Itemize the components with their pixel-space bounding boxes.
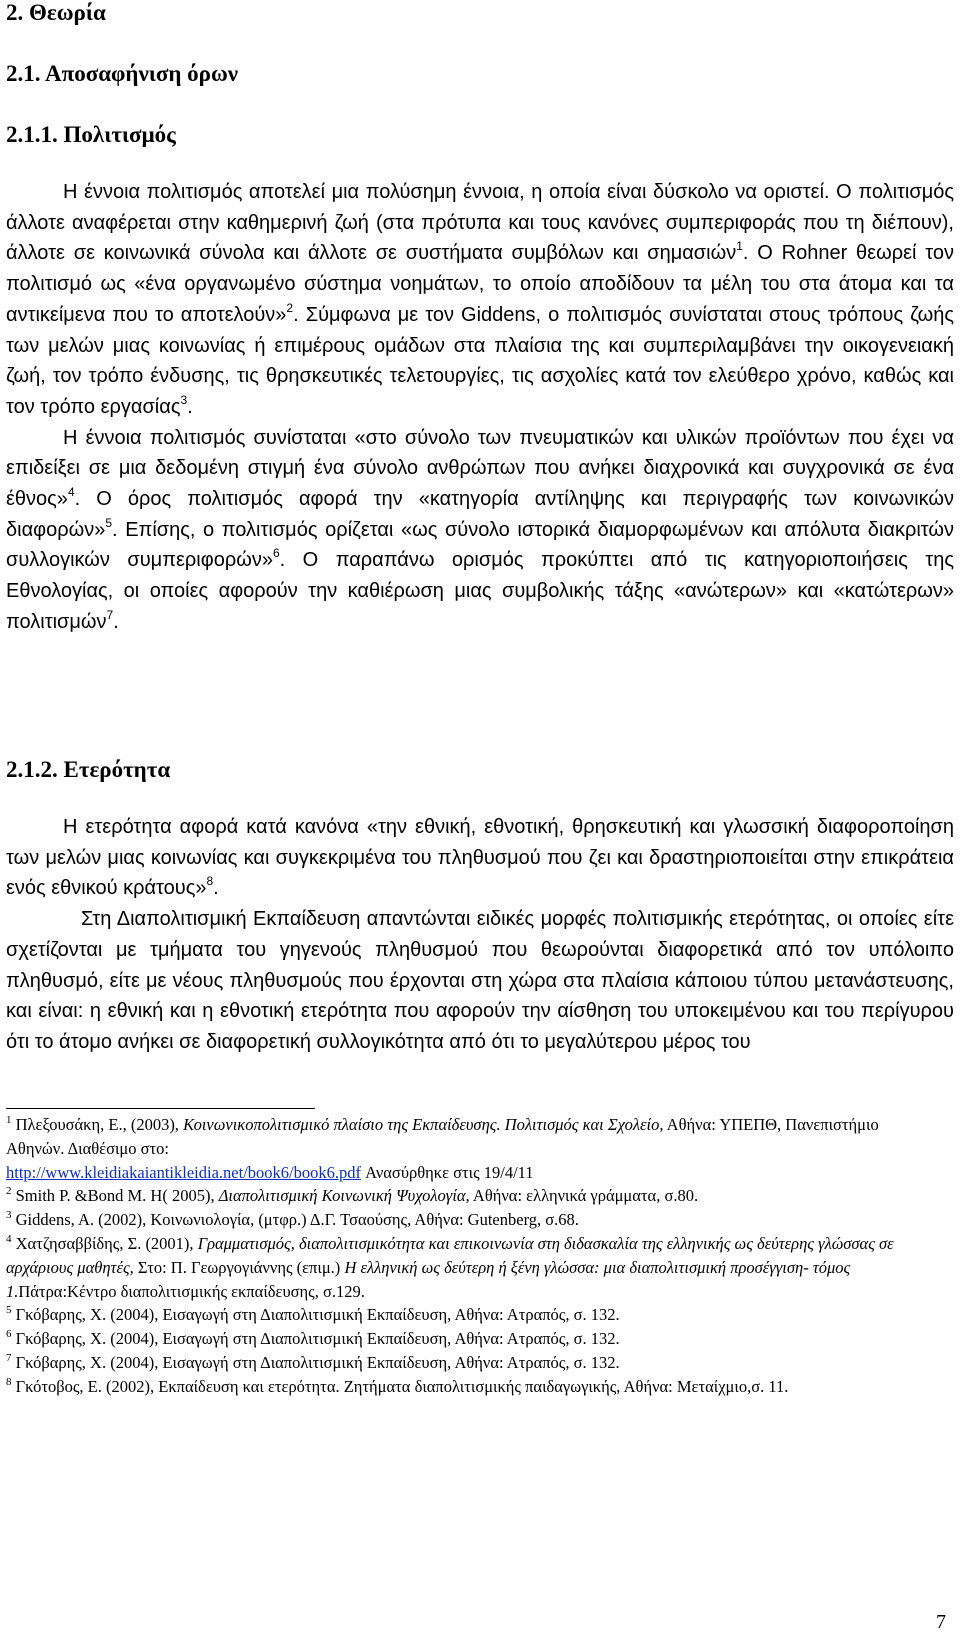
footnote-separator [6,1108,315,1109]
footnote-8: $^8$ Γκότοβος, Ε. (2002), Εκπαίδευση και ετερότητα. Ζητήματα διαπολιτισμικής παιδαγωγικής, Αθήνα: Μεταίχμιο,σ. 11. [6,1375,789,1396]
footnote-ref-2: 2 [286,300,294,315]
subsection-heading: 2.1. Αποσαφήνιση όρων [6,61,239,86]
footnote-ref-3: 3 [180,392,188,407]
footnote-link[interactable]: http://www.kleidiakaiantikleidia.net/book6/book6.pdf [6,1162,361,1182]
footnotes [6,1113,926,1399]
footnote-3: $^3$ Giddens, A. (2002), Κοινωνιολογία, (μτφρ.) Δ.Γ. Τσαούσης, Αθήνα: Gutenberg, σ.68. [6,1209,579,1230]
footnote-ref-6: 6 [272,546,280,561]
footnote-ref-1: 1 [736,239,743,254]
footnote-ref-4: 4 [67,485,75,500]
section-heading: 2. Θεωρία [6,0,106,25]
page-number: 7 [936,1611,946,1633]
footnote-ref-7: 7 [106,607,114,622]
footnote-ref-5: 5 [105,515,113,530]
footnote-ref-8: 8 [206,874,214,889]
footnote-7: $^7$ Γκόβαρης, Χ. (2004), Εισαγωγή στη Διαπολιτισμική Εκπαίδευση, Αθήνα: Ατραπός, σ. 132. [6,1351,620,1372]
culture-paragraph-2: Η έννοια πολιτισμός συνίσταται «στο σύνολο των πνευματικών και υλικών προϊόντων που έχει να επιδείξει σε μια δεδομένη στιγμή ένα σύνολο ανθρώπων που ανήκει διαχρονικά και συγχρονικά σε ένα έθνος»$^4$. Ο όρος πολιτισμός αφορά την «κατηγορία αντίληψης και περιγραφής των κοινωνικών διαφορών»$^5$. Επίσης, ο πολιτισμός ορίζεται «ως σύνολο ιστορικά διαμορφωμένων και απόλυτα διακριτών συλλογικών συμπεριφορών»$^6$. Ο παραπάνω ορισμός προκύπτει από τις κατηγοριοποιήσεις της Εθνολογίας, οι οποίες αφορούν την καθιέρωση μιας συμβολικής τάξης «ανώτερων» και «κατώτερων» πολιτισμών$^7$. [6,426,954,633]
subsubsection-heading-otherness: 2.1.2. Ετερότητα [6,757,171,782]
footnote-1: $^1$ Πλεξουσάκη, Ε., (2003), Κοινωνικοπολιτισμικό πλαίσιο της Εκπαίδευσης. Πολιτισμός και Σχολείο, Αθήνα: ΥΠΕΠΘ, Πανεπιστήμιο Αθηνών. Διαθέσιμο στο: http://www.kleidiakaiantikleidia.net/book6/book6.pdf Ανασύρθηκε στις 19/4/11 [6,1114,879,1182]
otherness-text [6,812,954,1058]
otherness-paragraph-2: Στη Διαπολιτισμική Εκπαίδευση απαντώνται ειδικές μορφές πολιτισμικής ετερότητας, οι οποίες είτε σχετίζονται με τμήματα του γηγενούς πληθυσμού που θεωρούνται διαφορετικά από τον υπόλοιπο πληθυσμό, είτε με νέους πληθυσμούς που έρχονται στη χώρα στα πλαίσια κάποιου τύπου μετανάστευσης, και είναι: η εθνική και η εθνοτική ετερότητα που αφορούν την αίσθηση του υποκειμένου και του περίγυρου ότι το άτομο ανήκει σε διαφορετική συλλογικότητα από ότι το μεγαλύτερου μέρος του [6,908,954,1053]
culture-text [6,177,954,638]
footnote-6: $^6$ Γκόβαρης, Χ. (2004), Εισαγωγή στη Διαπολιτισμική Εκπαίδευση, Αθήνα: Ατραπός, σ. 132. [6,1328,620,1349]
subsubsection-heading-culture: 2.1.1. Πολιτισμός [6,122,176,147]
footnote-2: $^2$ Smith P. &Bond M. H( 2005), Διαπολιτισμική Κοινωνική Ψυχολογία, Αθήνα: ελληνικά γράμματα, σ.80. [6,1185,699,1206]
culture-paragraph-1: Η έννοια πολιτισμός αποτελεί μια πολύσημη έννοια, η οποία είναι δύσκολο να οριστεί. Ο πολιτισμός άλλοτε αναφέρεται στην καθημερινή ζωή (στα πρότυπα και τους κανόνες συμπεριφοράς που τη διέπουν), άλλοτε σε κοινωνικά σύνολα και άλλοτε σε συστήματα συμβόλων και σημασιών$^1$. Ο Rohner θεωρεί τον πολιτισμό ως «ένα οργανωμένο σύστημα νοημάτων, το οποίο αποδίδουν τα μέλη του στα άτομα και τα αντικείμενα που το αποτελούν»$^2$. Σύμφωνα με τον Giddens, ο πολιτισμός συνίσταται στους τρόπους ζωής των μελών μιας κοινωνίας ή επιμέρους ομάδων στα πλαίσια της και συμπεριλαμβάνει την οικογενειακή ζωή, τον τρόπο ένδυσης, τις θρησκευτικές τελετουργίες, τις ασχολίες κατά τον ελεύθερο χρόνο, καθώς και τον τρόπο εργασίας$^3$. [6,181,955,418]
footnote-4: $^4$ Χατζησαββίδης, Σ. (2001), Γραμματισμός, διαπολιτισμικότητα και επικοινωνία στη διδασκαλία της ελληνικής ως δεύτερης γλώσσας σε αρχάριους μαθητές, Στο: Π. Γεωργογιάννης (επιμ.) Η ελληνική ως δεύτερη ή ξένη γλώσσα: μια διαπολιτισμική προσέγγιση- τόμος 1.Πάτρα:Κέντρο διαπολιτισμικής εκπαίδευσης, σ.129. [6,1232,894,1301]
footnote-5: $^5$ Γκόβαρης, Χ. (2004), Εισαγωγή στη Διαπολιτισμική Εκπαίδευση, Αθήνα: Ατραπός, σ. 132. [6,1304,620,1325]
otherness-paragraph-1: Η ετερότητα αφορά κατά κανόνα «την εθνική, εθνοτική, θρησκευτική και γλωσσική διαφοροποίηση των μελών μιας κοινωνίας και συγκεκριμένα του πληθυσμού που ζει και δραστηριοποιείται στην επικράτεια ενός εθνικού κράτους»$^8$. [6,816,954,900]
